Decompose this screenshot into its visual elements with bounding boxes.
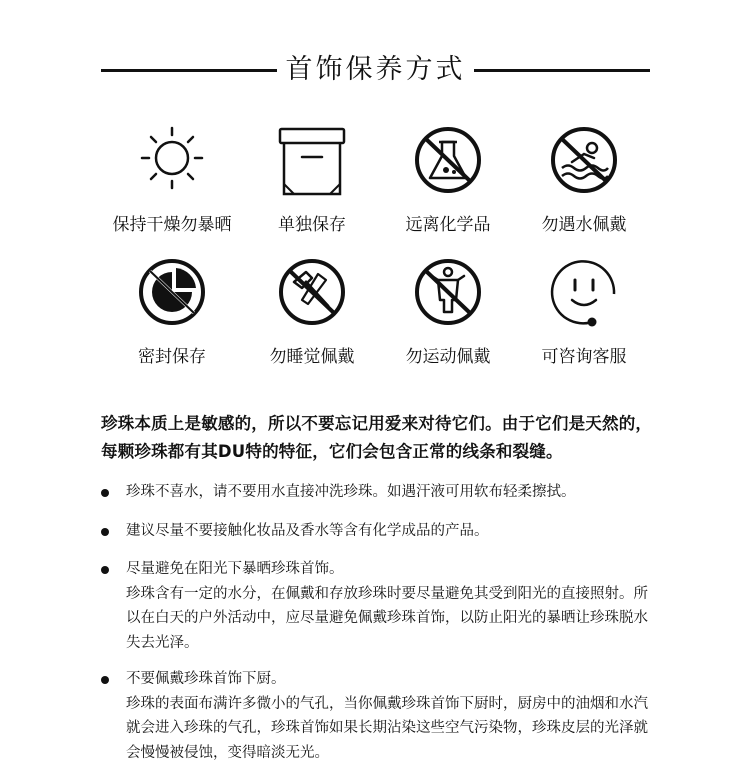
sun-icon — [132, 122, 212, 202]
care-label: 保持干燥勿暴晒 — [112, 215, 232, 235]
bullet-dot — [101, 528, 109, 536]
title-divider-right — [474, 69, 650, 72]
care-label: 密封保存 — [138, 347, 206, 367]
list-item — [101, 667, 661, 765]
care-item-no-chemicals — [378, 122, 518, 236]
care-item-separate — [242, 122, 382, 236]
no-sleep-hammer-icon — [272, 254, 352, 334]
list-item — [101, 557, 661, 655]
care-label: 单独保存 — [278, 215, 346, 235]
storage-box-icon — [272, 122, 352, 202]
care-tips-list — [101, 480, 661, 765]
care-item-dry — [102, 122, 242, 236]
list-item-head: 珍珠不喜水，请不要用水直接冲洗珍珠。如遇汗液可用软布轻柔擦拭。 — [126, 484, 576, 500]
no-exercise-icon — [408, 254, 488, 334]
intro-paragraph: 珍珠本质上是敏感的，所以不要忘记用爱来对待它们。由于它们是天然的，每颗珍珠都有其DU特的特征，它们会包含正常的线条和裂缝。 — [101, 414, 653, 461]
section-header — [0, 48, 750, 92]
customer-service-icon — [544, 254, 624, 334]
care-label: 可咨询客服 — [541, 347, 627, 367]
list-item-body: 珍珠含有一定的水分，在佩戴和存放珍珠时要尽量避免其受到阳光的直接照射。所以在白天的户外活动中，应尽量避免佩戴珍珠首饰，以防止阳光的暴晒让珍珠脱水失去光泽。 — [126, 585, 648, 651]
bullet-dot — [101, 566, 109, 574]
care-label: 勿遇水佩戴 — [541, 215, 627, 235]
list-item-head: 尽量避免在阳光下暴晒珍珠首饰。 — [126, 561, 344, 577]
page-title: 首饰保养方式 — [285, 54, 466, 85]
care-item-no-sleep — [242, 254, 382, 368]
care-item-sealed — [102, 254, 242, 368]
care-label: 远离化学品 — [405, 215, 491, 235]
care-item-no-exercise — [378, 254, 518, 368]
title-divider-left — [101, 69, 277, 72]
bullet-dot — [101, 676, 109, 684]
care-item-no-water — [514, 122, 654, 236]
list-item-head: 不要佩戴珍珠首饰下厨。 — [126, 671, 286, 687]
care-label: 勿睡觉佩戴 — [269, 347, 355, 367]
sealed-icon — [132, 254, 212, 334]
bullet-dot — [101, 489, 109, 497]
no-chemicals-icon — [408, 122, 488, 202]
care-label: 勿运动佩戴 — [405, 347, 491, 367]
list-item — [101, 480, 661, 505]
list-item — [101, 519, 661, 544]
list-item-body: 珍珠的表面布满许多微小的气孔，当你佩戴珍珠首饰下厨时，厨房中的油烟和水汽就会进入珍珠的气孔，珍珠首饰如果长期沾染这些空气污染物，珍珠皮层的光泽就会慢慢被侵蚀，变得暗淡无光。 — [126, 695, 648, 761]
care-item-customer-service[interactable] — [514, 254, 654, 368]
list-item-head: 建议尽量不要接触化妆品及香水等含有化学成品的产品。 — [126, 522, 489, 539]
no-water-icon — [544, 122, 624, 202]
